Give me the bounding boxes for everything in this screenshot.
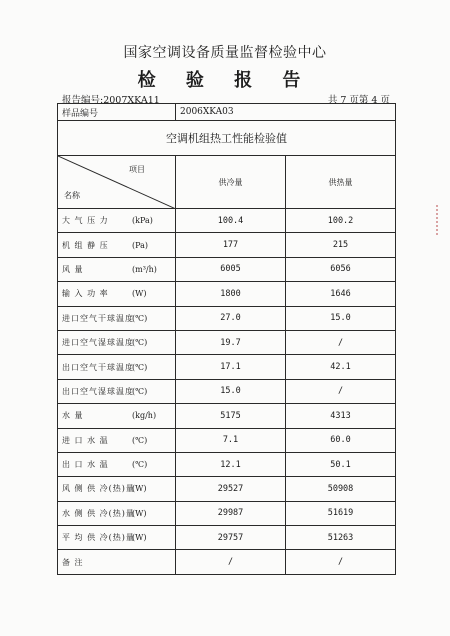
parameter-name-cell — [58, 330, 176, 354]
parameter-name-cell — [58, 452, 176, 476]
header-row — [58, 156, 396, 209]
parameter-unit: (℃) — [132, 362, 148, 372]
table-row — [58, 257, 396, 281]
parameter-name: 进口空气湿球温度 — [62, 338, 134, 348]
parameter-name-cell — [58, 233, 176, 257]
parameter-name-cell — [58, 550, 176, 574]
table-row — [58, 330, 396, 354]
table-subtitle-row — [58, 121, 396, 156]
parameter-name-cell — [58, 404, 176, 428]
diagonal-divider — [58, 156, 176, 209]
heating-value: 215 — [286, 233, 396, 257]
parameter-name-cell — [58, 379, 176, 403]
parameter-unit: (W) — [132, 533, 147, 543]
parameter-name: 机 组 静 压 — [62, 240, 109, 250]
table-row — [58, 209, 396, 233]
cooling-value: 29757 — [176, 526, 286, 550]
column-header-cooling: 供冷量 — [176, 156, 286, 209]
parameter-name: 备 注 — [62, 557, 84, 567]
parameter-name-cell — [58, 501, 176, 525]
parameter-name: 大 气 压 力 — [62, 216, 109, 226]
parameter-name: 进 口 水 温 — [62, 435, 109, 445]
cooling-value: 17.1 — [176, 355, 286, 379]
red-stamp-mark — [436, 205, 448, 235]
heating-value: 51263 — [286, 526, 396, 550]
parameter-unit: (℃) — [132, 435, 148, 445]
cooling-value: 1800 — [176, 282, 286, 306]
parameter-name: 出口空气湿球温度 — [62, 386, 134, 396]
table-row — [58, 428, 396, 452]
parameter-name: 进口空气干球温度 — [62, 313, 134, 323]
table-row — [58, 306, 396, 330]
cooling-value: / — [176, 550, 286, 574]
parameter-name-cell — [58, 282, 176, 306]
corner-header-cell — [58, 156, 176, 209]
parameter-name-cell — [58, 355, 176, 379]
parameter-unit: (m³/h) — [132, 264, 157, 274]
parameter-name-cell — [58, 257, 176, 281]
heating-value: 100.2 — [286, 209, 396, 233]
parameter-unit: (W) — [132, 289, 147, 299]
sample-value: 2006XKA03 — [176, 104, 396, 121]
parameter-name-cell — [58, 526, 176, 550]
heating-value: 15.0 — [286, 306, 396, 330]
parameter-unit: (℃) — [132, 386, 148, 396]
parameter-name: 水 量 — [62, 411, 84, 421]
cooling-value: 177 — [176, 233, 286, 257]
parameter-name: 出口空气干球温度 — [62, 362, 134, 372]
table-row — [58, 379, 396, 403]
cooling-value: 12.1 — [176, 452, 286, 476]
parameter-name: 风 侧 供 冷(热)量 — [62, 484, 135, 494]
page-info: 共 7 页第 4 页 — [327, 95, 390, 106]
corner-name-label: 名称 — [64, 191, 80, 200]
cooling-value: 29987 — [176, 501, 286, 525]
parameter-name-cell — [58, 306, 176, 330]
heating-value: / — [286, 550, 396, 574]
parameter-name: 平 均 供 冷(热)量 — [62, 533, 135, 543]
parameter-unit: (kg/h) — [132, 411, 157, 421]
table-row — [58, 282, 396, 306]
organization-name: 国家空调设备质量监督检验中心 — [123, 45, 327, 61]
table-row — [58, 526, 396, 550]
heating-value: 60.0 — [286, 428, 396, 452]
parameter-unit: (℃) — [132, 460, 148, 470]
cooling-value: 5175 — [176, 404, 286, 428]
heating-value: 1646 — [286, 282, 396, 306]
report-number: 报告编号:2007XKA11 — [62, 95, 160, 106]
table-row — [58, 550, 396, 574]
heating-value: 6056 — [286, 257, 396, 281]
heating-value: 51619 — [286, 501, 396, 525]
corner-item-label: 项目 — [129, 165, 145, 174]
parameter-unit: (℃) — [132, 313, 148, 323]
parameter-name: 风 量 — [62, 264, 84, 274]
parameter-name: 出 口 水 温 — [62, 460, 109, 470]
sample-row — [58, 104, 396, 121]
parameter-unit: (W) — [132, 484, 147, 494]
table-row — [58, 477, 396, 501]
document-title: 检 验 报 告 — [137, 70, 313, 91]
table-row — [58, 404, 396, 428]
parameter-name-cell — [58, 209, 176, 233]
heating-value: 50.1 — [286, 452, 396, 476]
parameter-unit: (Pa) — [132, 240, 149, 250]
parameter-name-cell — [58, 477, 176, 501]
table-subtitle: 空调机组热工性能检验值 — [58, 121, 396, 156]
cooling-value: 27.0 — [176, 306, 286, 330]
cooling-value: 6005 — [176, 257, 286, 281]
parameter-unit: (kPa) — [132, 216, 153, 226]
heating-value: / — [286, 379, 396, 403]
heating-value: 4313 — [286, 404, 396, 428]
cooling-value: 29527 — [176, 477, 286, 501]
parameter-name-cell — [58, 428, 176, 452]
heating-value: / — [286, 330, 396, 354]
parameter-name: 水 侧 供 冷(热)量 — [62, 508, 135, 518]
parameter-unit: (W) — [132, 508, 147, 518]
cooling-value: 7.1 — [176, 428, 286, 452]
table-row — [58, 355, 396, 379]
test-results-table — [57, 103, 396, 575]
table-row — [58, 452, 396, 476]
cooling-value: 15.0 — [176, 379, 286, 403]
cooling-value: 19.7 — [176, 330, 286, 354]
parameter-unit: (℃) — [132, 338, 148, 348]
heating-value: 50908 — [286, 477, 396, 501]
table-row — [58, 233, 396, 257]
cooling-value: 100.4 — [176, 209, 286, 233]
heating-value: 42.1 — [286, 355, 396, 379]
column-header-heating: 供热量 — [286, 156, 396, 209]
parameter-name: 输 入 功 率 — [62, 289, 109, 299]
sample-label: 样品编号 — [58, 104, 176, 121]
table-row — [58, 501, 396, 525]
